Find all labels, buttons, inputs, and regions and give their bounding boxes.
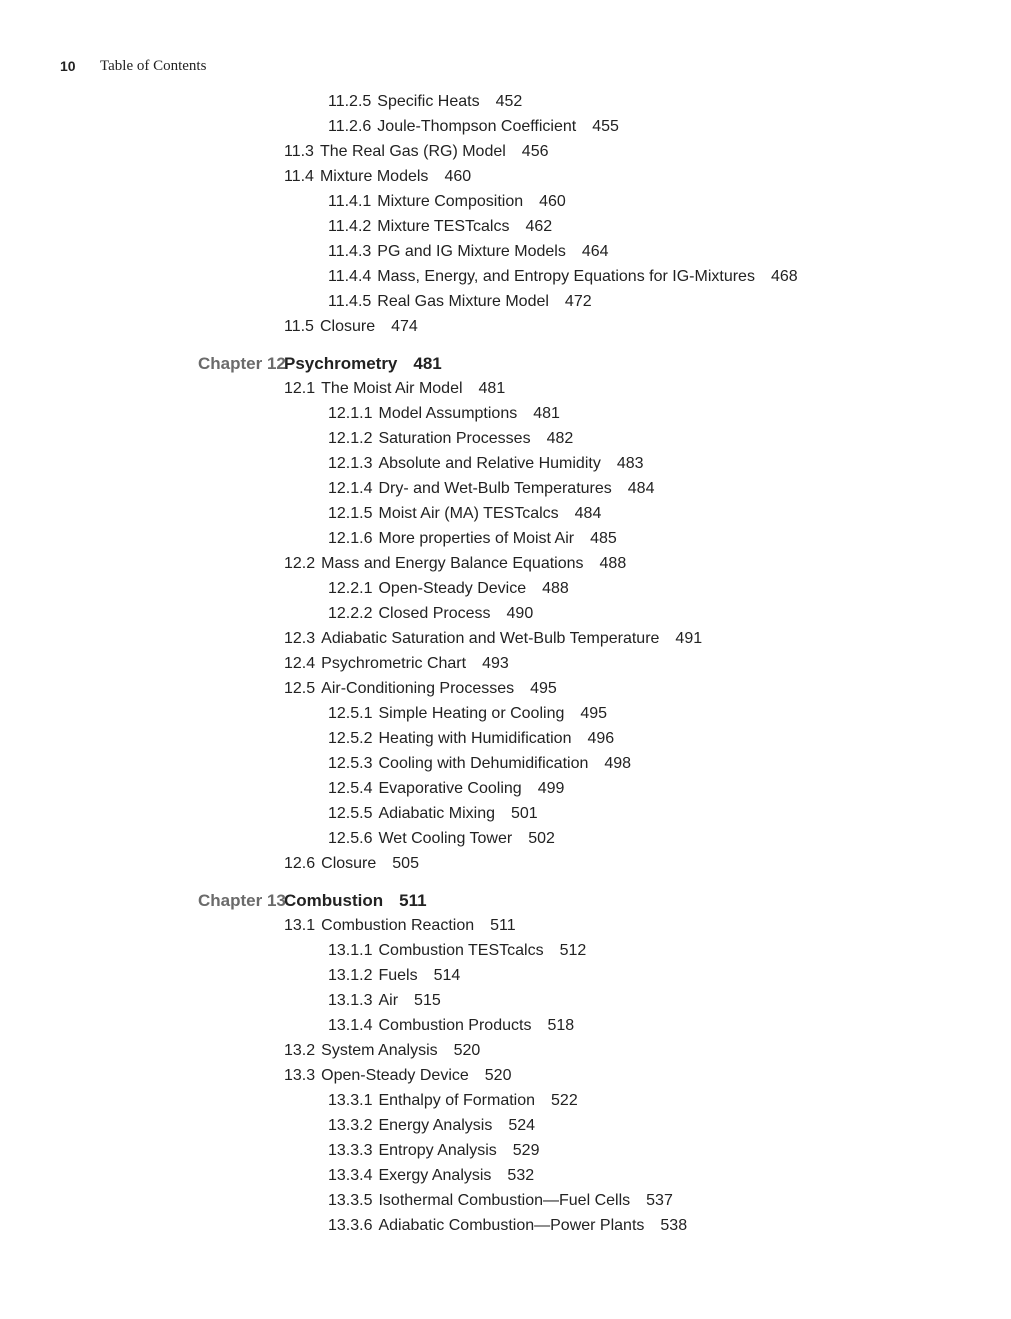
entry-number: 13.3.3	[328, 1142, 373, 1159]
entry-title: Mass, Energy, and Entropy Equations for IG-Mixtures	[377, 268, 755, 285]
entry-title: Psychrometric Chart	[321, 655, 467, 672]
toc-subsection-entry	[0, 576, 1011, 601]
entry-number: 13.3.1	[328, 1092, 373, 1109]
entry-page-number: 485	[590, 530, 617, 547]
entry-title: The Real Gas (RG) Model	[319, 143, 506, 160]
entry-title: Entropy Analysis	[378, 1142, 497, 1159]
toc-section-entry	[0, 626, 1011, 651]
entry-page-number: 481	[413, 354, 442, 373]
entry-number: 12.3	[284, 630, 316, 647]
entry-title: Closed Process	[378, 605, 491, 622]
entry-title: System Analysis	[321, 1042, 438, 1059]
entry-title: Adiabatic Saturation and Wet-Bulb Temperature	[321, 630, 660, 647]
entry-number: 11.4.4	[328, 268, 372, 285]
toc-section-entry	[0, 139, 1011, 164]
entry-page-number: 514	[433, 967, 461, 984]
entry-number: 12.6	[284, 855, 316, 872]
entry-number: 12.5.6	[328, 830, 373, 847]
entry-title: Mixture Models	[319, 168, 429, 185]
toc-subsection-entry	[0, 751, 1011, 776]
entry-number: 11.5	[284, 318, 314, 335]
entry-page-number: 491	[675, 630, 703, 647]
entry-page-number: 524	[508, 1117, 536, 1134]
entry-page-number: 456	[521, 143, 549, 160]
entry-number: 12.1.1	[328, 405, 373, 422]
entry-number: 12.2	[284, 555, 316, 572]
entry-page-number: 488	[542, 580, 569, 597]
toc-subsection-entry	[0, 239, 1011, 264]
entry-number: 12.5.1	[328, 705, 373, 722]
entry-title: Open-Steady Device	[378, 580, 527, 597]
entry-number: 13.1.3	[328, 992, 373, 1009]
toc-section-entry	[0, 651, 1011, 676]
entry-number: 12.1	[284, 380, 316, 397]
entry-title: Combustion TESTcalcs	[378, 942, 544, 959]
toc-subsection-entry	[0, 1163, 1011, 1188]
page-number: 10	[60, 58, 76, 74]
entry-number: 13.3.4	[328, 1167, 373, 1184]
entry-page-number: 495	[530, 680, 557, 697]
toc-section-entry	[0, 551, 1011, 576]
entry-title: Heating with Humidification	[378, 730, 572, 747]
entry-title: The Moist Air Model	[321, 380, 463, 397]
entry-title: Wet Cooling Tower	[378, 830, 513, 847]
entry-number: 13.1.2	[328, 967, 373, 984]
toc-chapter-entry	[0, 876, 1011, 913]
toc-subsection-entry	[0, 1213, 1011, 1238]
entry-title: Mixture TESTcalcs	[377, 218, 510, 235]
entry-number: 13.1	[284, 917, 316, 934]
entry-page-number: 511	[490, 917, 516, 934]
toc-subsection-entry	[0, 776, 1011, 801]
entry-page-number: 505	[392, 855, 419, 872]
toc-subsection-entry	[0, 526, 1011, 551]
entry-page-number: 464	[581, 243, 609, 260]
entry-title: Model Assumptions	[378, 405, 518, 422]
entry-title: Adiabatic Combustion—Power Plants	[378, 1217, 645, 1234]
entry-page-number: 493	[482, 655, 509, 672]
entry-page-number: 537	[646, 1192, 673, 1209]
entry-title: Mass and Energy Balance Equations	[321, 555, 584, 572]
entry-title: Joule-Thompson Coefficient	[377, 118, 577, 135]
toc-section-entry	[0, 314, 1011, 339]
entry-number: 12.4	[284, 655, 316, 672]
toc-subsection-entry	[0, 426, 1011, 451]
toc-subsection-entry	[0, 264, 1011, 289]
chapter-label: Chapter 12	[198, 354, 286, 373]
entry-page-number: 472	[564, 293, 592, 310]
entry-page-number: 488	[599, 555, 627, 572]
entry-title: Cooling with Dehumidification	[378, 755, 589, 772]
entry-page-number: 482	[546, 430, 574, 447]
entry-title: Absolute and Relative Humidity	[378, 455, 601, 472]
table-of-contents	[0, 89, 1011, 1238]
entry-number: 11.2.5	[328, 93, 372, 110]
entry-title: Exergy Analysis	[378, 1167, 492, 1184]
entry-page-number: 538	[660, 1217, 688, 1234]
entry-title: Dry- and Wet-Bulb Temperatures	[378, 480, 612, 497]
toc-section-entry	[0, 676, 1011, 701]
entry-number: 12.1.4	[328, 480, 373, 497]
entry-number: 12.5.3	[328, 755, 373, 772]
entry-number: 12.5.5	[328, 805, 373, 822]
entry-title: Mixture Composition	[377, 193, 524, 210]
entry-title: Adiabatic Mixing	[378, 805, 495, 822]
toc-subsection-entry	[0, 601, 1011, 626]
toc-subsection-entry	[0, 289, 1011, 314]
entry-number: 13.1.4	[328, 1017, 373, 1034]
entry-number: 12.1.3	[328, 455, 373, 472]
toc-subsection-entry	[0, 451, 1011, 476]
toc-section-entry	[0, 376, 1011, 401]
entry-number: 11.3	[284, 143, 314, 160]
toc-subsection-entry	[0, 801, 1011, 826]
entry-number: 11.4.2	[328, 218, 372, 235]
entry-page-number: 455	[592, 118, 619, 135]
entry-title: PG and IG Mixture Models	[377, 243, 566, 260]
entry-page-number: 474	[391, 318, 418, 335]
toc-subsection-entry	[0, 1188, 1011, 1213]
entry-page-number: 490	[506, 605, 534, 622]
chapter-label: Chapter 13	[198, 891, 286, 910]
entry-title: Real Gas Mixture Model	[377, 293, 549, 310]
entry-number: 12.1.6	[328, 530, 373, 547]
entry-title: Fuels	[378, 967, 418, 984]
entry-number: 12.5.2	[328, 730, 373, 747]
entry-title: Specific Heats	[377, 93, 480, 110]
entry-title: More properties of Moist Air	[378, 530, 575, 547]
toc-subsection-entry	[0, 726, 1011, 751]
entry-number: 11.4	[284, 168, 314, 185]
entry-title: Open-Steady Device	[321, 1067, 469, 1084]
entry-page-number: 468	[770, 268, 798, 285]
toc-section-entry	[0, 164, 1011, 189]
toc-subsection-entry	[0, 1113, 1011, 1138]
toc-subsection-entry	[0, 1088, 1011, 1113]
entry-number: 11.2.6	[328, 118, 372, 135]
entry-page-number: 460	[539, 193, 566, 210]
toc-section-entry	[0, 913, 1011, 938]
entry-title: Evaporative Cooling	[378, 780, 522, 797]
entry-page-number: 498	[604, 755, 632, 772]
entry-number: 12.5	[284, 680, 316, 697]
entry-page-number: 481	[533, 405, 560, 422]
entry-title: Combustion Products	[378, 1017, 532, 1034]
entry-page-number: 502	[528, 830, 555, 847]
entry-title: Closure	[319, 318, 376, 335]
entry-page-number: 529	[512, 1142, 540, 1159]
toc-subsection-entry	[0, 938, 1011, 963]
toc-subsection-entry	[0, 114, 1011, 139]
entry-title: Enthalpy of Formation	[378, 1092, 536, 1109]
entry-title: Energy Analysis	[378, 1117, 493, 1134]
toc-subsection-entry	[0, 89, 1011, 114]
entry-number: 12.1.2	[328, 430, 373, 447]
entry-page-number: 518	[547, 1017, 575, 1034]
toc-section-entry	[0, 1063, 1011, 1088]
entry-page-number: 522	[551, 1092, 578, 1109]
entry-page-number: 452	[495, 93, 523, 110]
toc-subsection-entry	[0, 963, 1011, 988]
entry-title: Isothermal Combustion—Fuel Cells	[378, 1192, 631, 1209]
entry-number: 13.3.6	[328, 1217, 373, 1234]
entry-number: 13.3.5	[328, 1192, 373, 1209]
entry-number: 11.4.5	[328, 293, 372, 310]
toc-subsection-entry	[0, 1138, 1011, 1163]
entry-title: Moist Air (MA) TESTcalcs	[378, 505, 559, 522]
toc-subsection-entry	[0, 189, 1011, 214]
toc-subsection-entry	[0, 501, 1011, 526]
entry-page-number: 499	[537, 780, 565, 797]
entry-title: Air	[378, 992, 399, 1009]
entry-page-number: 462	[525, 218, 553, 235]
entry-page-number: 532	[507, 1167, 535, 1184]
entry-title: Combustion Reaction	[321, 917, 475, 934]
entry-page-number: 496	[587, 730, 615, 747]
entry-title: Simple Heating or Cooling	[378, 705, 565, 722]
toc-subsection-entry	[0, 214, 1011, 239]
toc-chapter-entry	[0, 339, 1011, 376]
chapter-title	[284, 351, 442, 376]
entry-page-number: 520	[484, 1067, 512, 1084]
entry-title: Air-Conditioning Processes	[321, 680, 515, 697]
entry-page-number: 501	[510, 805, 538, 822]
entry-page-number: 512	[559, 942, 587, 959]
toc-subsection-entry	[0, 826, 1011, 851]
entry-page-number: 495	[580, 705, 608, 722]
entry-title: Saturation Processes	[378, 430, 531, 447]
toc-subsection-entry	[0, 401, 1011, 426]
entry-number: 13.2	[284, 1042, 316, 1059]
entry-page-number: 484	[627, 480, 655, 497]
entry-number: 12.2.1	[328, 580, 373, 597]
entry-number: 11.4.3	[328, 243, 372, 260]
entry-page-number: 515	[414, 992, 441, 1009]
entry-title: Psychrometry	[284, 354, 398, 373]
entry-page-number: 511	[399, 891, 427, 910]
entry-number: 13.1.1	[328, 942, 373, 959]
toc-subsection-entry	[0, 701, 1011, 726]
entry-number: 13.3.2	[328, 1117, 373, 1134]
toc-subsection-entry	[0, 476, 1011, 501]
entry-page-number: 481	[478, 380, 506, 397]
entry-number: 12.2.2	[328, 605, 373, 622]
entry-page-number: 460	[444, 168, 472, 185]
entry-page-number: 520	[453, 1042, 481, 1059]
entry-number: 11.4.1	[328, 193, 372, 210]
entry-number: 12.1.5	[328, 505, 373, 522]
toc-section-entry	[0, 1038, 1011, 1063]
entry-number: 13.3	[284, 1067, 316, 1084]
toc-subsection-entry	[0, 1013, 1011, 1038]
running-title: Table of Contents	[100, 58, 207, 74]
entry-page-number: 484	[574, 505, 602, 522]
chapter-title	[284, 888, 427, 913]
entry-title: Closure	[321, 855, 377, 872]
entry-title: Combustion	[284, 891, 384, 910]
entry-number: 12.5.4	[328, 780, 373, 797]
entry-page-number: 483	[616, 455, 644, 472]
toc-subsection-entry	[0, 988, 1011, 1013]
toc-section-entry	[0, 851, 1011, 876]
